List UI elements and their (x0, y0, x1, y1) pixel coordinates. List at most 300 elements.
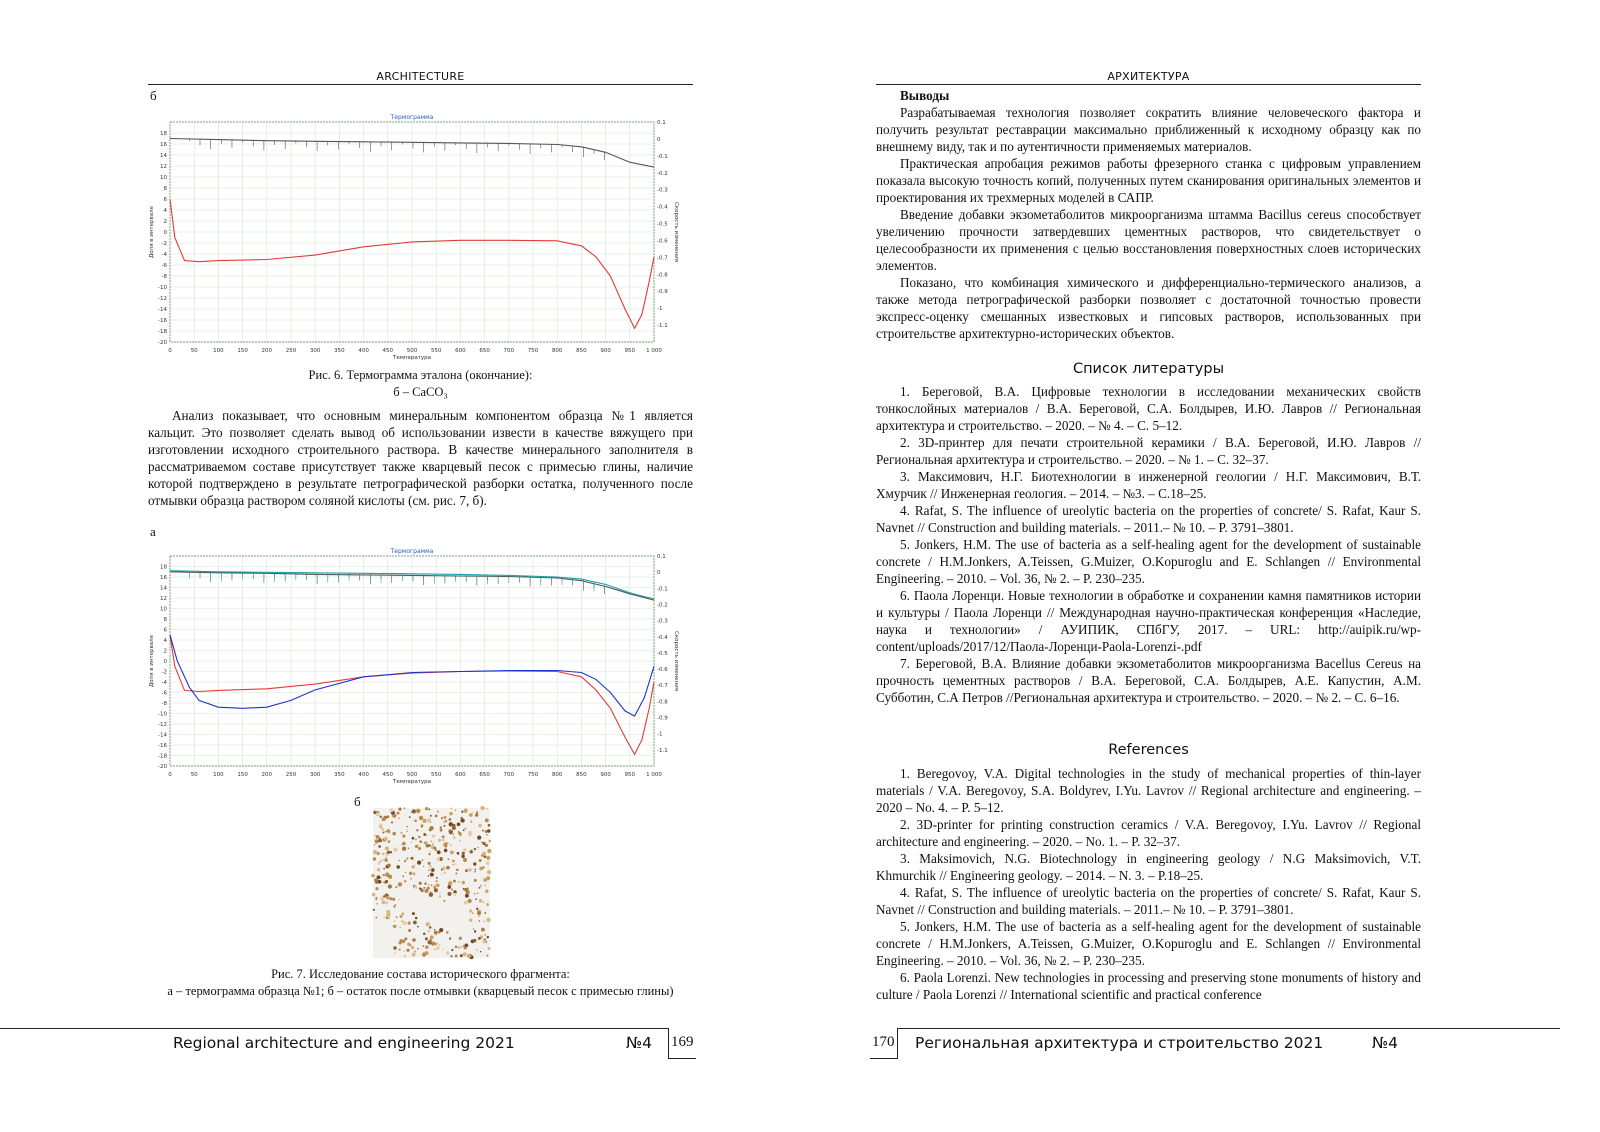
literature-item: 7. Береговой, В.А. Влияние добавки экзометаболитов микроорганизма Bacellus Cereus на прочность цементных растворов / В.А. Береговой, С.А. Болдырев, А.Е. Капустин, А.М. Субботин, С.А Петров //Региональная архитектура и строительство. – 2020. – № 2. – С. 6–16. (876, 656, 1421, 705)
sand-grain (404, 880, 406, 882)
x-axis-label: Температура (392, 779, 432, 785)
y-tick-label: 2 (163, 648, 167, 655)
sand-grain (473, 928, 474, 929)
sand-grain (484, 855, 487, 858)
sand-grain (423, 833, 426, 836)
y2-tick-label: -0.5 (657, 650, 668, 657)
y2-tick-label: 0 (657, 570, 661, 577)
y-tick-label: 18 (160, 131, 167, 137)
sand-grain (382, 874, 384, 876)
sand-grain (419, 816, 423, 820)
sand-grain (463, 952, 467, 956)
y2-tick-label: -1 (657, 306, 663, 313)
sand-grain (430, 935, 434, 939)
sand-grain (383, 882, 384, 883)
y2-tick-label: -1 (657, 731, 663, 738)
literature-item: 4. Rafat, S. The influence of ureolytic bacteria on the properties of concrete/ S. Rafat, Kaur S. Navnet // Construction and building materials. – 2011.– № 10. – P. 3791–3801. (876, 503, 1421, 535)
sand-grain (486, 857, 487, 858)
fig7-caption (148, 966, 693, 1000)
x-tick-label: 650 (479, 772, 490, 778)
references-list (876, 765, 1421, 1003)
sand-grain (404, 955, 407, 958)
sand-grain (402, 939, 406, 943)
y2-tick-label: -0.4 (657, 204, 668, 211)
sand-grain (487, 849, 491, 853)
sand-grain (464, 901, 468, 905)
sand-grain (401, 844, 402, 845)
sand-grain (485, 885, 486, 886)
sand-grain (457, 822, 461, 826)
sand-grain (474, 879, 477, 882)
sand-grain (461, 811, 463, 813)
sand-grain (427, 818, 431, 822)
sand-grain (382, 831, 384, 833)
sand-grain (453, 893, 456, 896)
sand-grain (469, 850, 472, 853)
sand-grain (450, 851, 454, 855)
left-running-head: ARCHITECTURE (376, 70, 465, 83)
sand-grain (467, 954, 471, 958)
x-tick-label: 750 (527, 348, 539, 354)
sand-grain (464, 809, 468, 813)
y-tick-label: -18 (158, 329, 167, 335)
sand-grain (460, 818, 464, 822)
x-tick-label: 800 (551, 348, 563, 354)
sand-grain (427, 887, 430, 890)
sand-grain (375, 916, 377, 918)
y-axis-label: Доля в интервале (149, 635, 155, 687)
sand-grain (417, 948, 419, 950)
sand-grain (382, 859, 384, 861)
x-tick-label: 900 (600, 772, 611, 778)
sand-grain (458, 881, 460, 883)
sand-grain (439, 892, 440, 893)
y2-tick-label: -1.1 (657, 323, 668, 330)
sand-grain (487, 808, 489, 810)
sand-grain (380, 897, 384, 901)
y-tick-label: 8 (163, 186, 167, 192)
sand-grain (399, 915, 402, 918)
fig7-caption-line2: а – термограмма образца №1; б – остаток после отмывки (кварцевый песок с примесью глины) (167, 984, 674, 998)
sand-grain (473, 862, 476, 865)
sand-grain (478, 915, 480, 917)
sand-grain (442, 948, 444, 950)
sand-grain (485, 818, 489, 822)
sand-grain (484, 934, 486, 936)
sand-grain (482, 941, 485, 944)
sand-grain (389, 897, 392, 900)
sand-grain (430, 815, 432, 817)
sand-grain (446, 931, 449, 934)
y-tick-label: 4 (163, 638, 167, 644)
sand-grain (422, 859, 424, 861)
sand-grain (480, 951, 482, 953)
x-tick-label: 0 (168, 348, 172, 354)
sand-grain (443, 843, 447, 847)
y2-tick-label: -0.7 (657, 255, 668, 262)
sand-grain (461, 855, 464, 858)
sand-grain (399, 899, 400, 900)
sand-grain (484, 912, 486, 914)
sand-grain (425, 937, 428, 940)
sand-grain (435, 934, 437, 936)
y-tick-label: 10 (160, 175, 167, 181)
sand-grain (468, 868, 471, 871)
y-tick-label: -2 (161, 241, 167, 247)
sand-grain (423, 819, 427, 823)
sand-grain (404, 807, 406, 809)
sand-grain (460, 945, 463, 948)
y-tick-label: 10 (160, 606, 167, 613)
y-tick-label: 16 (160, 575, 167, 581)
sand-grain (376, 835, 380, 839)
sand-grain (427, 929, 430, 932)
x-tick-label: 350 (334, 348, 345, 354)
sand-grain (479, 859, 482, 862)
sand-grain (446, 951, 449, 954)
sand-grain (474, 930, 476, 932)
sand-grain (382, 829, 384, 831)
sand-grain (418, 836, 421, 839)
y-tick-label: 2 (163, 219, 167, 225)
sand-grain (443, 821, 446, 824)
sand-grain (375, 839, 379, 843)
x-tick-label: 200 (261, 772, 273, 778)
left-page-number: 169 (671, 1034, 694, 1050)
sand-grain (374, 878, 378, 882)
sand-grain (395, 886, 397, 888)
sand-grain (419, 888, 421, 890)
literature-item: 3. Максимович, Н.Г. Биотехнологии в инженерной геологии / Н.Г. Максимович, В.Т. Хмурчик // Инженерная геология. – 2014. – №3. – С.18–25. (876, 469, 1421, 501)
sand-grain (425, 807, 428, 810)
y-tick-label: -6 (161, 263, 167, 269)
x-tick-label: 200 (261, 348, 273, 354)
sand-grain (430, 873, 434, 877)
sand-grain (406, 857, 408, 859)
sand-grain (451, 949, 453, 951)
sand-grain (443, 825, 445, 827)
sand-grain (385, 846, 389, 850)
sand-grain (385, 901, 388, 904)
fig7-thermogram-chart (148, 544, 678, 784)
y-tick-label: -4 (161, 252, 167, 258)
sand-grain (413, 872, 416, 875)
sand-grain (411, 841, 413, 843)
sand-grain (383, 917, 385, 919)
sand-grain (419, 882, 422, 885)
sand-grain (437, 858, 441, 862)
sand-grain (371, 874, 375, 878)
sand-grain (463, 888, 465, 890)
y2-axis-label: Скорость изменения (673, 630, 679, 692)
y-tick-label: -18 (158, 753, 167, 760)
sand-grain (443, 900, 445, 902)
sand-grain (470, 820, 471, 821)
reference-item: 5. Jonkers, H.M. The use of bacteria as a self-healing agent for the development of sustainable concrete / H.M.Jonkers, A.Teissen, G.Muizer, O.Kopuroglu and E. Schlangen // Environmental Engineering. – 2010. – Vol. 36, № 2. – P. 230–235. (876, 919, 1421, 968)
sand-grain (446, 866, 450, 870)
sand-grain (385, 831, 387, 833)
x-tick-label: 150 (237, 772, 248, 778)
sand-grain (418, 847, 421, 850)
sand-grain (437, 850, 441, 854)
y-tick-label: 12 (160, 596, 167, 602)
sand-grain (476, 908, 478, 910)
sand-grain (397, 865, 400, 868)
sand-grain (479, 920, 481, 922)
sand-grain (376, 812, 380, 816)
y2-tick-label: -0.3 (657, 618, 668, 625)
sand-grain (439, 895, 441, 897)
sand-grain (412, 938, 416, 942)
sand-grain (475, 869, 477, 871)
sand-grain (447, 885, 451, 889)
sand-grain (441, 873, 442, 874)
sand-grain (385, 856, 387, 858)
sand-grain (393, 925, 396, 928)
sand-grain (437, 810, 439, 812)
fig6-caption-line2: б – CaCO₃ (393, 385, 448, 399)
sand-grain (429, 809, 431, 811)
sand-grain (393, 848, 397, 852)
sand-grain (436, 877, 438, 879)
sand-grain (378, 880, 382, 884)
sand-grain (401, 832, 403, 834)
sand-grain (489, 840, 492, 843)
sand-grain (422, 952, 426, 956)
conclusion-paragraph: Введение добавки экзометаболитов микроорганизма штамма Bacillus cereus способствует увеличению прочности затвердевших цементных растворов, что свидетельствует о целесообразности их применения с целью восстановления поверхностных слоев исторических элементов. (876, 207, 1421, 273)
sand-grain (409, 872, 412, 875)
y-tick-label: -4 (161, 680, 167, 686)
sand-grain (482, 830, 484, 832)
sand-grain (450, 807, 452, 809)
fig7-panel-a-label: а (150, 524, 156, 539)
conclusion-paragraph: Показано, что комбинация химического и дифференциально-термического анализов, а также метода петрографической разборки позволяет с достаточной точностью провести экспресс-оценку смешанных известковых и гипсовых растворов, использованных при строительстве архитектурно-исторических объектов. (876, 275, 1421, 341)
sand-grain (430, 892, 433, 895)
sand-grain (429, 853, 431, 855)
sand-grain (457, 852, 460, 855)
y2-tick-label: -0.2 (657, 170, 668, 177)
sand-grain (402, 847, 406, 851)
y-tick-label: -6 (161, 690, 167, 697)
literature-list (876, 383, 1421, 706)
sand-grain (483, 921, 485, 923)
x-tick-label: 700 (503, 772, 515, 778)
sand-grain (462, 881, 465, 884)
sand-grain (467, 887, 469, 889)
sand-grain (459, 937, 462, 940)
sand-grain (404, 860, 406, 862)
y-tick-label: -20 (158, 764, 167, 770)
sand-grain (442, 835, 445, 838)
sand-grain (417, 926, 419, 928)
sand-grain (468, 831, 472, 835)
sand-grain (447, 892, 451, 896)
x-tick-label: 850 (576, 348, 587, 354)
sand-grain (412, 912, 415, 915)
x-tick-label: 850 (576, 772, 587, 778)
y2-tick-label: -0.1 (657, 586, 668, 593)
sand-grain (487, 936, 489, 938)
sand-grain (398, 807, 401, 810)
x-tick-label: 1 000 (646, 772, 662, 778)
sand-grain (475, 898, 477, 900)
sand-grain (465, 869, 468, 872)
sand-grain (476, 811, 478, 813)
conclusion-paragraph: Практическая апробация режимов работы фрезерного станка с цифровым управлением показала высокую точность копий, полученных путем сканирования оригинальных элементов и проектирования их трехмерных моделей в САПР. (876, 156, 1421, 205)
sand-grain (399, 941, 402, 944)
sand-grain (406, 831, 408, 833)
sand-grain (387, 851, 390, 854)
sand-grain (392, 832, 396, 836)
sand-grain (455, 872, 457, 874)
sand-grain (412, 865, 415, 868)
sand-grain (477, 836, 481, 840)
sand-grain (398, 882, 402, 886)
y2-tick-label: -0.2 (657, 602, 668, 609)
sand-grain (429, 865, 431, 867)
sand-grain (434, 929, 435, 930)
y-tick-label: 18 (160, 564, 167, 571)
sand-grain (414, 819, 417, 822)
sand-grain (385, 880, 388, 883)
sand-grain (469, 918, 472, 921)
sand-grain (373, 909, 375, 911)
literature-heading: Список литературы (1072, 361, 1225, 377)
x-tick-label: 550 (430, 348, 442, 354)
reference-item: 2. 3D-printer for printing construction ceramics / V.A. Beregovoy, I.Yu. Lavrov // Regional architecture and engineering. – 2020. – No. 1. – P. 32–37. (876, 817, 1421, 849)
sand-grain (458, 947, 459, 948)
sand-grain (478, 824, 481, 827)
literature-item: 1. Береговой, В.А. Цифровые технологии в исследовании механических свойств тонкослойных материалов / В.А. Береговой, С.А. Болдырев, И.Ю. Лавров // Региональная архитектура и строительство. – 2020. – № 4. – С. 5–12. (876, 384, 1421, 433)
sand-grain (391, 821, 393, 823)
sand-grain (378, 845, 381, 848)
sand-grain (451, 889, 453, 891)
sand-grain (386, 910, 390, 914)
sand-grain (398, 949, 400, 951)
sand-grain (488, 947, 491, 950)
sand-grain (440, 826, 442, 828)
sand-grain (379, 823, 382, 826)
sand-grain (406, 829, 407, 830)
x-tick-label: 500 (406, 348, 418, 354)
analysis-paragraph: Анализ показывает, что основным минеральным компонентом образца №1 является кальцит. Это позволяет сделать вывод об использовании извести в качестве вяжущего при изготовлении исходного строительного раствора. В качестве минерального заполнителя в рассматриваемом составе присутствует также кварцевый песок с примесью глины, наличие которой подтверждено в результате петрографической разборки остатка, полученного после отмывки образца раствором соляной кислоты (см. рис. 7, б). (148, 408, 693, 508)
sand-grain (465, 943, 469, 947)
sand-grain (388, 884, 392, 888)
x-tick-label: 900 (600, 348, 611, 354)
sand-grain (449, 812, 453, 816)
sand-grain (382, 817, 386, 821)
y-tick-label: 14 (160, 585, 167, 592)
left-footer-rule (0, 1028, 668, 1029)
chart-title: Термограмма (390, 114, 434, 121)
sand-grain (373, 850, 377, 854)
y2-axis-label: Скорость изменения (673, 201, 679, 263)
sand-grain (402, 875, 404, 877)
x-tick-label: 950 (624, 772, 636, 778)
fig7-caption-line1: Рис. 7. Исследование состава исторического фрагмента: (271, 967, 570, 981)
y2-tick-label: -0.6 (657, 238, 668, 245)
sand-grain (435, 815, 438, 818)
x-tick-label: 250 (285, 772, 297, 778)
literature-item: 5. Jonkers, H.M. The use of bacteria as a self-healing agent for the development of sustainable concrete / H.M.Jonkers, A.Teissen, G.Muizer, O.Kopuroglu and E. Schlangen // Environmental Engineering. – 2010. – Vol. 36, № 2. – P. 230–235. (876, 537, 1421, 586)
sand-grain (398, 860, 400, 862)
sand-grain (406, 949, 409, 952)
sand-grain (426, 842, 428, 844)
sand-grain (469, 912, 471, 914)
y2-tick-label: -0.9 (657, 289, 668, 296)
y-tick-label: -10 (158, 711, 167, 718)
x-axis-label: Температура (392, 355, 432, 361)
sand-grain (478, 937, 481, 940)
sand-grain (428, 876, 429, 877)
sand-grain (414, 885, 418, 889)
x-tick-label: 600 (455, 348, 466, 354)
sand-grain (487, 870, 491, 874)
sand-grain (385, 873, 388, 876)
sand-grain (394, 952, 396, 954)
sand-grain (469, 813, 473, 817)
sand-grain (423, 887, 425, 889)
x-tick-label: 50 (190, 348, 198, 354)
sand-grain (460, 954, 463, 957)
y-tick-label: 8 (163, 617, 167, 623)
sand-grain (404, 951, 405, 952)
sand-grain (474, 871, 475, 872)
y2-tick-label: -1.1 (657, 747, 668, 754)
y2-tick-label: -0.4 (657, 634, 668, 641)
sand-grain (382, 853, 385, 856)
sand-grain (479, 899, 483, 903)
sand-grain (458, 832, 461, 835)
sand-grain (402, 912, 405, 915)
left-footer-journal: Regional architecture and engineering 2021 (173, 1034, 515, 1052)
sand-grain (463, 945, 464, 946)
y-tick-label: -2 (161, 669, 167, 676)
sand-grain (476, 949, 478, 951)
sand-grain (392, 898, 395, 901)
sand-grain (450, 844, 452, 846)
sand-grain (428, 884, 429, 885)
sand-grain (387, 829, 391, 833)
reference-item: 4. Rafat, S. The influence of ureolytic bacteria on the properties of concrete/ S. Rafat, Kaur S. Navnet // Construction and building materials. – 2011.– № 10. – P. 3791–3801. (876, 885, 1421, 917)
y-tick-label: -14 (158, 732, 167, 739)
sand-grain (449, 938, 451, 940)
x-tick-label: 500 (406, 772, 418, 778)
sand-grain (449, 818, 452, 821)
x-tick-label: 650 (479, 348, 490, 354)
x-tick-label: 400 (358, 772, 369, 778)
sand-grain (414, 950, 416, 952)
sand-grain (425, 946, 428, 949)
sand-grain (455, 863, 457, 865)
sand-grain (423, 866, 424, 867)
y-tick-label: -16 (158, 318, 167, 324)
sand-grain (421, 825, 423, 827)
x-tick-label: 100 (213, 772, 224, 778)
sand-grain (452, 864, 454, 866)
sand-grain (411, 857, 414, 860)
sand-grain (486, 918, 490, 922)
sand-grain (390, 809, 394, 813)
sand-grain (477, 911, 481, 915)
sand-grain (443, 816, 446, 819)
fig6-caption (148, 367, 693, 401)
sand-grain (453, 834, 454, 835)
sand-grain (455, 809, 457, 811)
fig6-caption-line1: Рис. 6. Термограмма эталона (окончание): (308, 368, 533, 382)
sand-grain (380, 860, 382, 862)
sand-grain (378, 839, 382, 843)
